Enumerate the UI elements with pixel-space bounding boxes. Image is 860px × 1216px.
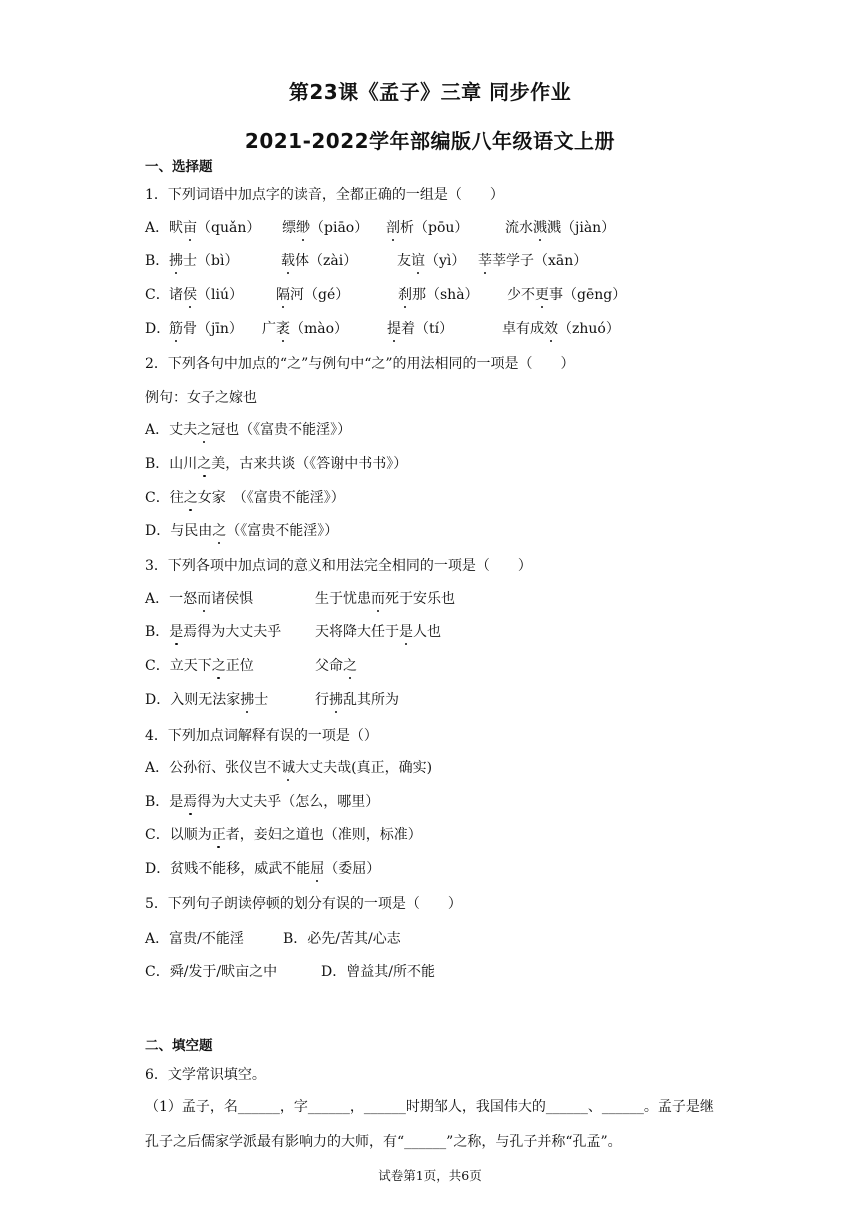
question-2-stem: 2．下列各句中加点的“之”与例句中“之”的用法相同的一项是（ ） [145,356,575,372]
question-5-option-a: A．富贵/不能淫 [145,931,244,947]
question-3-option-c: C．立天下之正位 父命之 [145,658,357,674]
question-4-option-a: A．公孙衍、张仪岂不诚大丈夫哉(真正，确实) [145,760,433,776]
question-4-option-c: C．以顺为正者，妾妇之道也（准则，标准） [145,827,422,843]
question-2-example: 例句：女子之嫁也 [145,390,257,406]
question-4-option-d: D．贫贱不能移，威武不能屈（委屈） [145,861,381,877]
question-3-option-b: B．是焉得为大丈夫乎 天将降大任于是人也 [145,624,441,640]
question-4-option-b: B．是焉得为大丈夫乎（怎么，哪里） [145,794,380,810]
question-5-stem: 5．下列句子朗读停顿的划分有误的一项是（ ） [145,896,462,912]
question-6-paragraph: （1）孟子，名______，字______，______时期邹人，我国伟大的______、______。孟子是继孔子之后儒家学派最有影响力的大师，有“______”之称，与孔子并称“孔孟”。 [145,1099,714,1150]
question-4-stem: 4．下列加点词解释有误的一项是（） [145,728,378,744]
question-5-option-c: C．舜/发于/畎亩之中 [145,964,278,980]
page-title: 第23课《孟子》三章 同步作业 [288,80,572,104]
question-2-option-a: A．丈夫之冠也（《富贵不能淫》） [145,422,352,438]
page-footer: 试卷第1页，共6页 [378,1168,482,1183]
question-2-option-b: B．山川之美，古来共谈（《答谢中书书》） [145,456,408,472]
question-1-option-d: D． 筋骨（jīn） 广袤（mào） 提着（tí） 卓有成效（zhuó） [145,321,620,337]
question-2-option-c: C．往之女家 （《富贵不能淫》） [145,490,345,506]
question-5-row-1 [145,930,545,948]
question-2-option-d: D．与民由之（《富贵不能淫》） [145,523,339,539]
section-heading-choice: 一、选择题 [145,159,213,175]
question-1-stem: 1．下列词语中加点字的读音，全都正确的一组是（ ） [145,187,504,203]
question-3-stem: 3．下列各项中加点词的意义和用法完全相同的一项是（ ） [145,558,532,574]
question-3-option-a: A．一怒而诸侯惧 生于忧患而死于安乐也 [145,591,455,607]
question-1-option-c: C． 诸侯（liú） 隔河（gé） 刹那（shà） 少不更事（gēng） [145,287,627,303]
question-1-option-b: B． 拂士（bì） 载体（zài） 友谊（yì） 莘莘学子（xān） [145,253,588,269]
question-3-option-d: D．入则无法家拂士 行拂乱其所为 [145,692,399,708]
section-heading-fill-blank: 二、填空题 [145,1038,213,1054]
question-1-option-a: A． 畎亩（quǎn） 缥缈（piāo） 剖析（pōu） 流水溅溅（jiàn） [145,220,616,236]
question-5-option-d: D．曾益其/所不能 [321,964,435,980]
question-6-stem: 6．文学常识填空。 [145,1067,266,1083]
question-5-row-2 [145,963,545,981]
page-subtitle: 2021-2022学年部编版八年级语文上册 [244,129,616,153]
question-5-option-b: B．必先/苦其/心志 [283,931,401,947]
